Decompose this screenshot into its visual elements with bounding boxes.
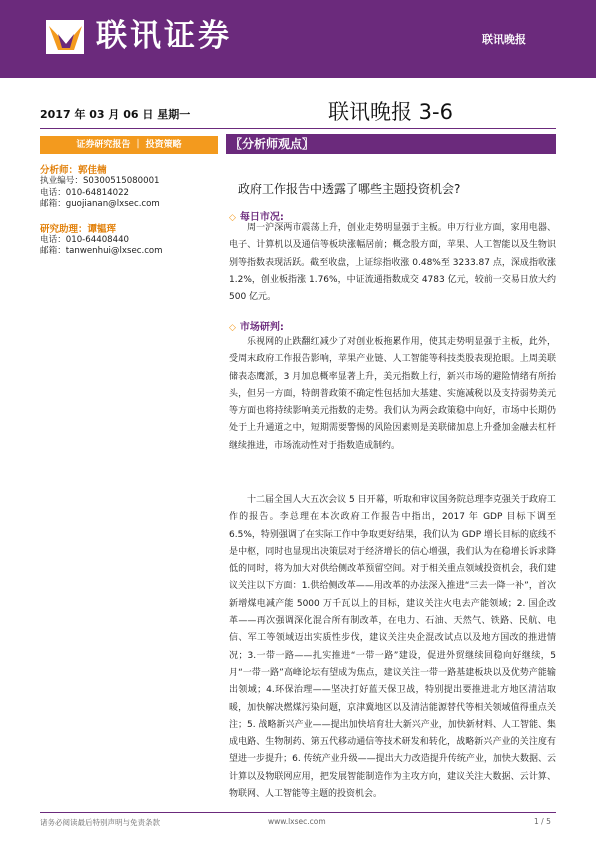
diamond-icon: ◇ (229, 213, 236, 223)
analyst-email: 邮箱：guojianan@lxsec.com (40, 199, 160, 209)
paragraph-policy-themes: 十二届全国人大五次会议 5 日开幕，听取和审议国务院总理李克强关于政府工作的报告。李总理在本次政府工作报告中指出，2017 年 GDP 目标下调至 6.5%，特别强调了在实际工作中争取更好结果，我们认为 GDP 增长目标的底线不是中枢，同时也显现出决策层对于经济增长的信心增强，我们认为在稳增长诉求降低的同时，将为加大对供给侧改革预留空间。对于相关重点领域投资机会，我们建议关注以下方面：1.供给侧改革——用改革的办法深入推进“三去一降一补”，首次新增煤电减产能 5000 万千瓦以上的目标，建议关注火电去产能领域；2. 国企改革——再次强调深化混合所有制改革，在电力、石油、天然气、铁路、民航、电信、军工等领域迈出实质性步伐，建议关注央企混改试点以及地方国改的推进情况；3.一带一路——扎实推进“一带一路”建设，促进外贸继续回稳向好继续，5 月“一带一路”高峰论坛有望成为焦点，建议关注一带一路基建板块以及优势产能输出领域；4.环保治理——坚决打好蓝天保卫战，特别提出要推进北方地区清洁取暖，加快解决燃煤污染问题，京津冀地区以及清洁能源替代等相关领域值得重点关注；5. 战略新兴产业——提出加快培育壮大新兴产业，加快新材料、人工智能、集成电路、生物制药、第五代移动通信等技术研发和转化，战略新兴产业的关注度有望进一步提升；6. 传统产业升级——提出大力改造提升传统产业，加快大数据、云计算以及物联网应用，把发展智能制造作为主攻方向，建议关注大数据、云计算、物联网、人工智能等主题的投资机会。 (229, 495, 556, 800)
analyst-phone: 电话：010-64814022 (40, 187, 130, 198)
header-banner (0, 0, 596, 78)
paragraph-market-daily: 周一沪深两市震荡上升，创业走势明显强于主板。申万行业方面，家用电器、电子、计算机以及通信等板块涨幅居前；概念股方面，苹果、人工智能以及生物识别等指数表现活跃。截至收盘，上证综指收涨 0.48%至 3233.87 点，深成指收涨 1.2%，创业板指涨 1.76%，中证流通指数成交 4783 亿元，较前一交易日放大约 500 亿元。 (229, 223, 556, 303)
article-headline: 政府工作报告中透露了哪些主题投资机会? (238, 182, 461, 196)
assistant-role: 研究助理：谭韫珲 (40, 223, 117, 235)
report-date: 2017 年 03 月 06 日 星期一 (40, 108, 191, 121)
subheading-label: 每日市况: (239, 212, 284, 223)
brand-logo-icon (44, 14, 90, 60)
diamond-icon: ◇ (229, 323, 236, 333)
title-divider (40, 128, 556, 129)
footer-page-number: 1 / 5 (534, 817, 551, 826)
paragraph-market-outlook: 乐视网的止跌翻红减少了对创业板拖累作用，使其走势明显强于主板，此外，受周末政府工作报告影响，苹果产业链、人工智能等科技类股表现抢眼。上周美联储表态鹰派，3 月加息概率显著上升，美元指数上行，新兴市场的避险情绪有所抬头，但另一方面，特朗普政策不确定性包括加大基建、实施减税以及支持弱势美元等方面也将持续影响美元指数的走势。我们认为两会政策稳中向好，市场中长期仍处于上升通道之中，短期需要警惕的风险因素则是美联储加息上升叠加金融去杠杆继续推进，市场流动性对于指数造成制约。 (229, 337, 556, 451)
subheading-label: 市场研判: (239, 322, 284, 333)
section-title: 〖分析师观点〗 (226, 134, 556, 154)
analyst-license: 执业编号：S0300515080001 (40, 176, 160, 186)
brand-name: 联讯证券 (96, 18, 232, 54)
footer-disclaimer: 诸务必阅读最后特别声明与免责条款 (40, 818, 160, 827)
report-type-label: 联讯晚报 (482, 33, 526, 46)
category-tag: 证券研究报告 ｜ 投资策略 (40, 136, 218, 154)
author-block (40, 162, 220, 258)
analyst-role: 分析师：郭佳楠 (40, 165, 107, 176)
assistant-email: 邮箱：tanwenhui@lxsec.com (40, 246, 163, 256)
report-title: 联讯晚报 3-6 (328, 100, 453, 124)
subheading-market-outlook (229, 318, 284, 333)
footer-divider (40, 812, 556, 813)
footer-website[interactable]: www.lxsec.com (268, 817, 326, 826)
assistant-phone: 电话：010-64408440 (40, 234, 130, 245)
